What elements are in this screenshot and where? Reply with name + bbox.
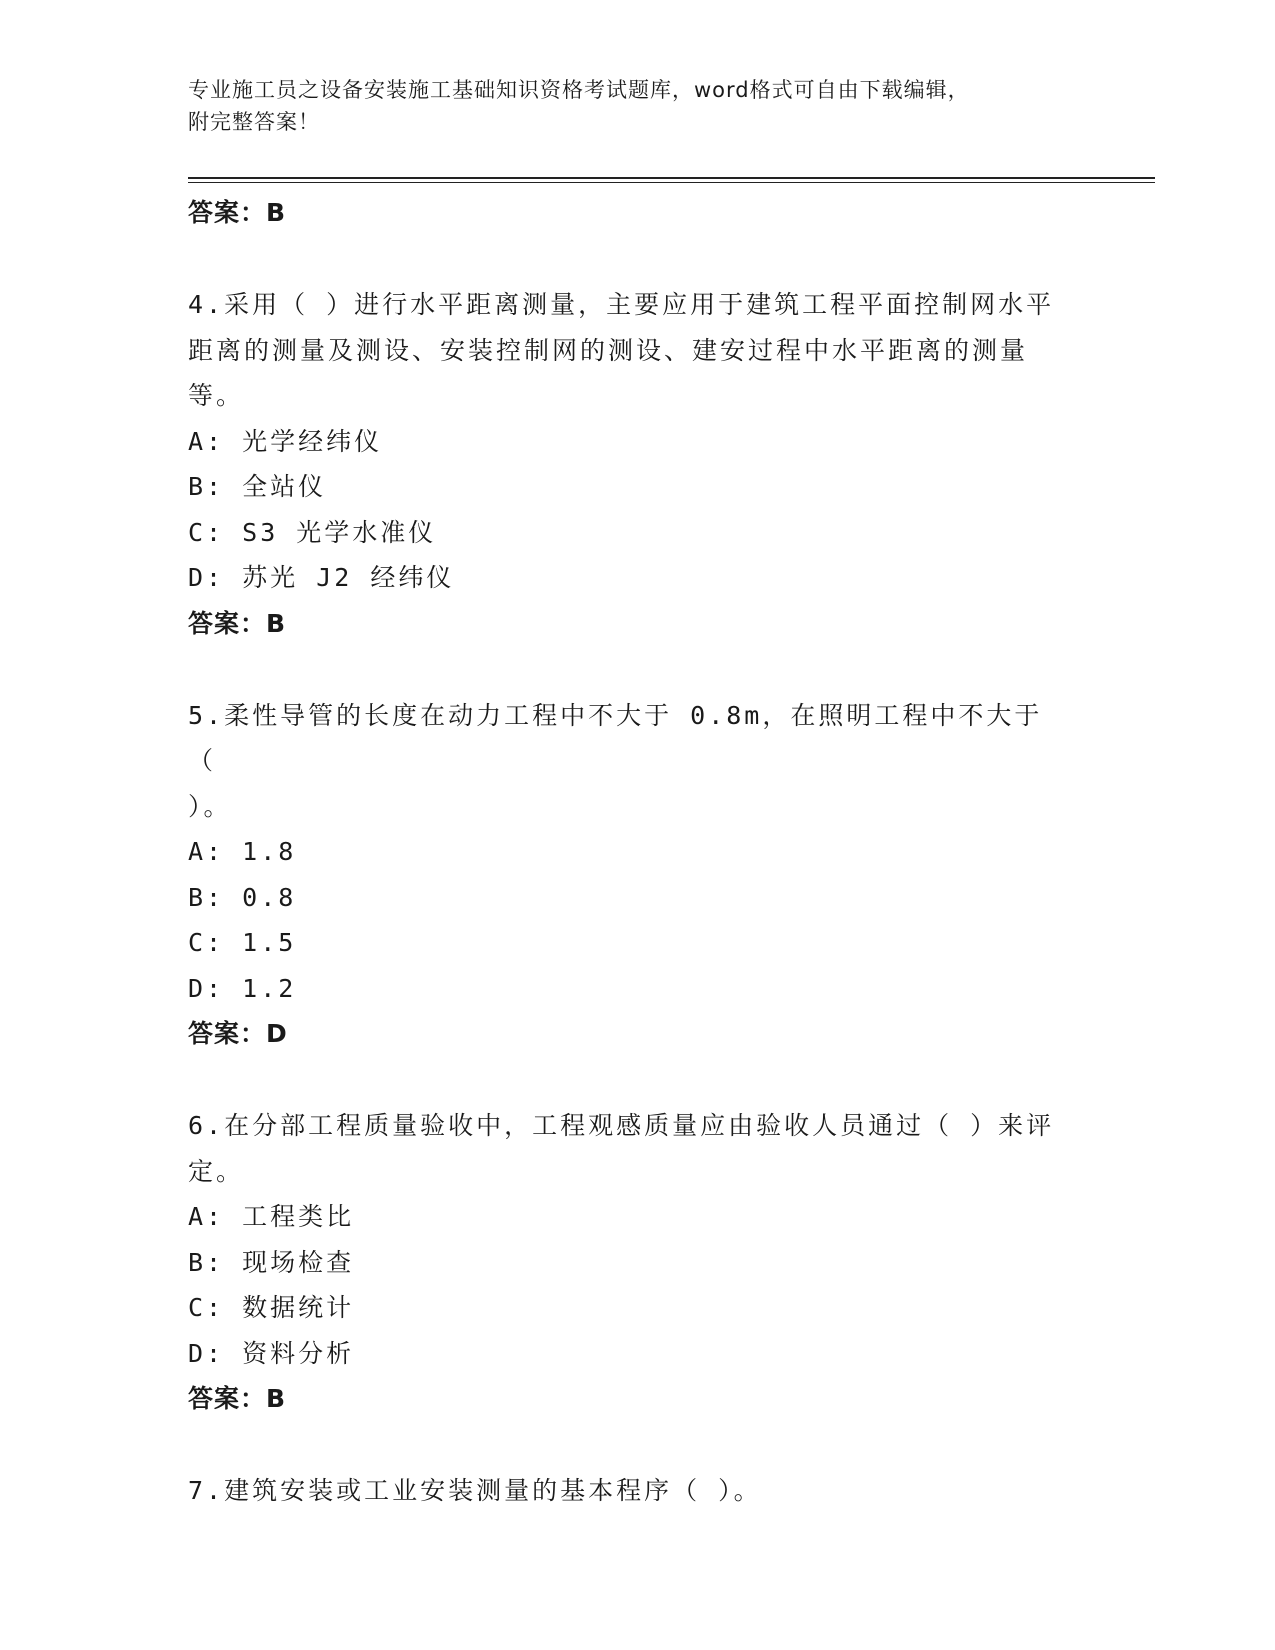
header-divider-thin	[188, 182, 1155, 183]
question-block	[188, 693, 1088, 1057]
option-c: C: 数据统计	[188, 1293, 355, 1322]
question-text-line: 定。	[188, 1156, 245, 1186]
header-line-1: 专业施工员之设备安装施工基础知识资格考试题库，word格式可自由下载编辑，	[188, 78, 970, 102]
question-block	[188, 1103, 1088, 1421]
question-text-line: 4.采用（ ）进行水平距离测量，主要应用于建筑工程平面控制网水平	[188, 290, 1055, 319]
option-c: C: S3 光学水准仪	[188, 517, 437, 547]
document-header	[188, 74, 1068, 138]
option-a: A: 光学经纬仪	[188, 426, 383, 456]
answer-line: 答案：D	[188, 1019, 288, 1048]
option-d: D: 资料分析	[188, 1338, 355, 1368]
option-d: D: 苏光 J2 经纬仪	[188, 563, 455, 592]
option-d: D: 1.2	[188, 973, 297, 1003]
option-b: B: 全站仪	[188, 472, 327, 501]
question-list	[188, 190, 1088, 1514]
header-line-2: 附完整答案！	[188, 110, 320, 134]
answer-line: 答案：B	[188, 198, 287, 227]
question-text-line: 6.在分部工程质量验收中，工程观感质量应由验收人员通过（ ）来评	[188, 1111, 1055, 1140]
option-b: B: 现场检查	[188, 1247, 355, 1277]
question-block	[188, 282, 1088, 646]
question-text-line: 7.建筑安装或工业安装测量的基本程序（ ）。	[188, 1476, 762, 1505]
option-a: A: 工程类比	[188, 1202, 355, 1231]
question-text-line: ）。	[188, 791, 232, 821]
answer-line: 答案：B	[188, 608, 287, 638]
question-block	[188, 1468, 1088, 1514]
option-a: A: 1.8	[188, 837, 297, 866]
spacer	[188, 1056, 1088, 1103]
spacer	[188, 646, 1088, 693]
spacer	[188, 235, 1088, 282]
option-c: C: 1.5	[188, 928, 297, 957]
question-text-line: 等。	[188, 381, 245, 410]
header-divider-thick	[188, 177, 1155, 179]
question-text-line: 距离的测量及测设、安装控制网的测设、建安过程中水平距离的测量	[188, 335, 1029, 365]
question-text-line: 5.柔性导管的长度在动力工程中不大于 0.8m，在照明工程中不大于（	[188, 700, 1043, 775]
answer-line: 答案：B	[188, 1384, 287, 1413]
option-b: B: 0.8	[188, 882, 297, 912]
spacer	[188, 1421, 1088, 1468]
